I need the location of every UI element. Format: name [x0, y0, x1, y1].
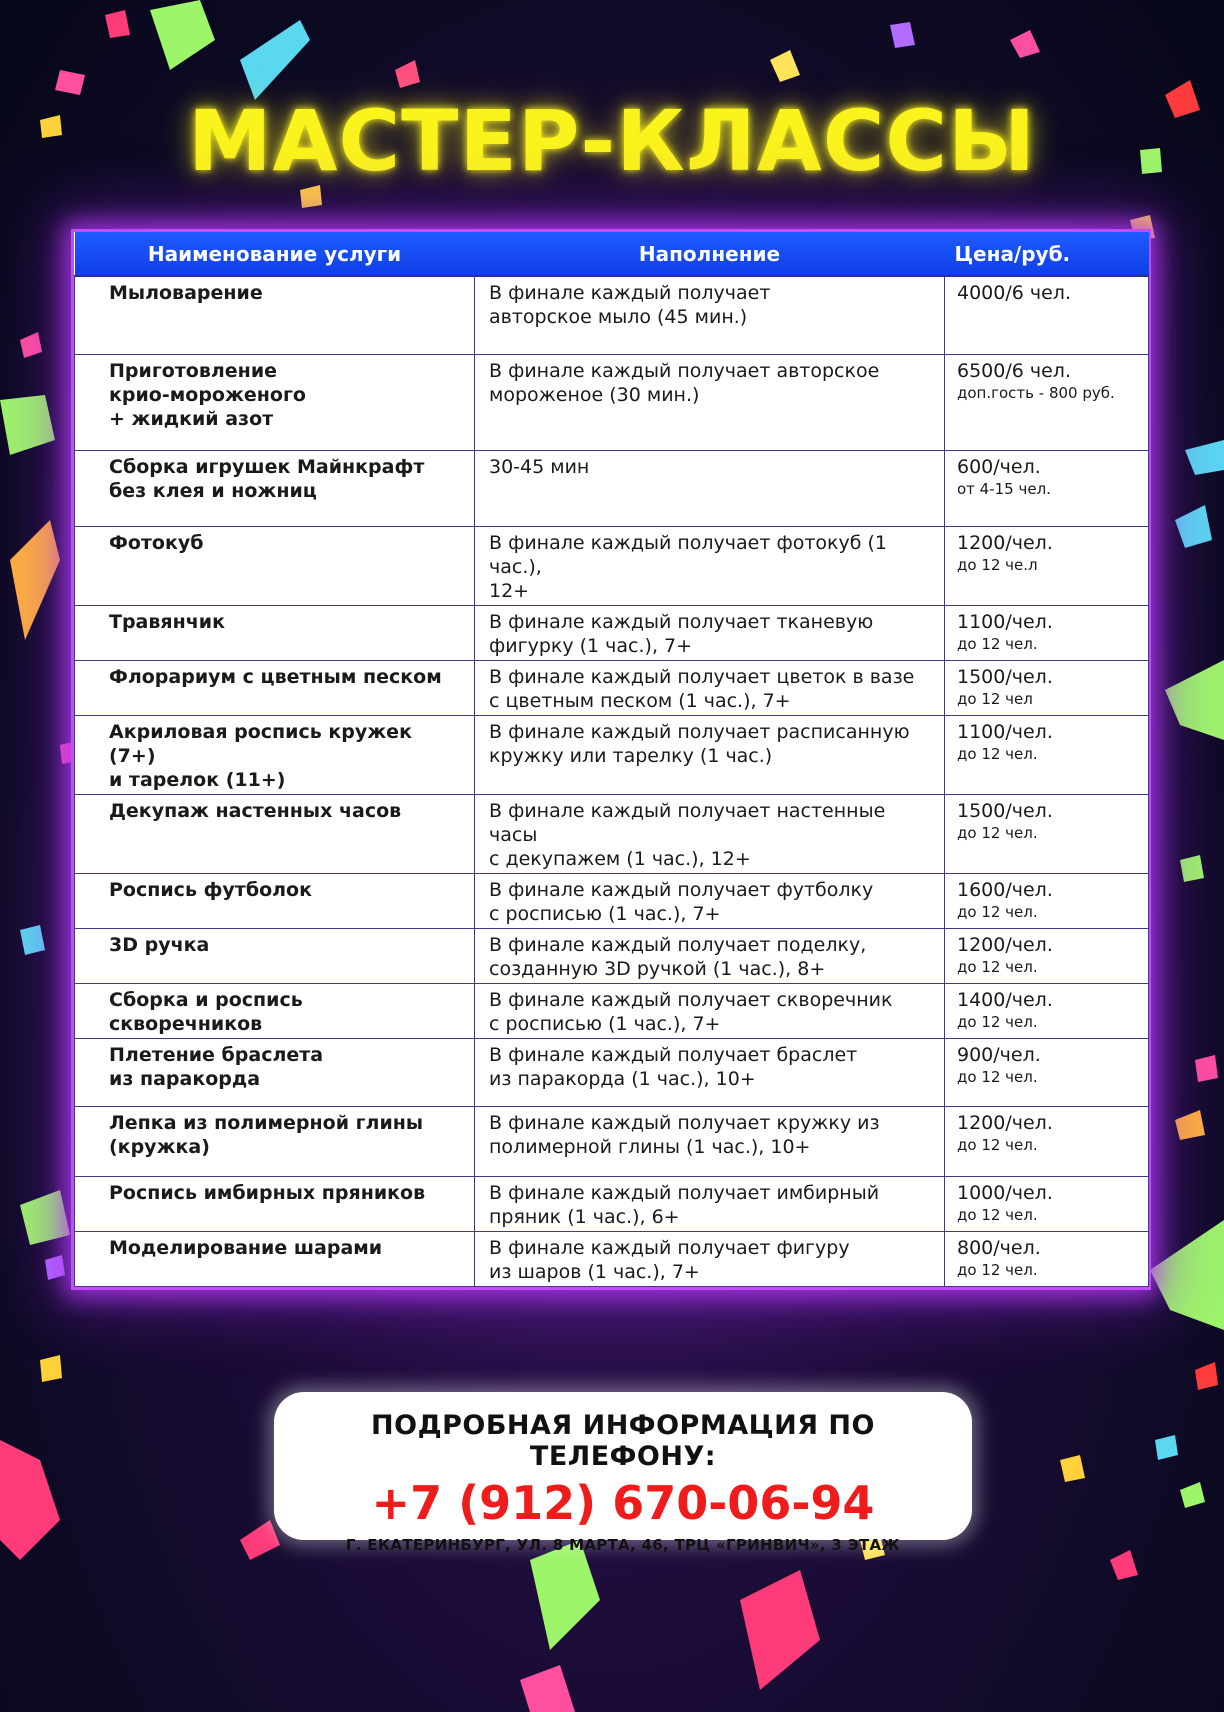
service-price-note: до 12 чел. — [957, 1012, 1038, 1031]
service-name: Фотокуб — [75, 526, 475, 605]
service-price-cell — [945, 928, 1149, 983]
service-price: 1600/чел. — [957, 878, 1053, 901]
service-price: 900/чел. — [957, 1043, 1041, 1066]
service-price-cell — [945, 354, 1149, 450]
service-content: В финале каждый получает скворечник с росписью (1 час.), 7+ — [475, 983, 945, 1038]
service-name: Роспись футболок — [75, 873, 475, 928]
table-row — [75, 354, 1149, 450]
service-content: В финале каждый получает футболку с росписью (1 час.), 7+ — [475, 873, 945, 928]
service-name: Акриловая роспись кружек (7+) и тарелок (11+) — [75, 715, 475, 794]
table-header-row — [75, 232, 1149, 276]
service-price-note: до 12 чел. — [957, 823, 1038, 842]
table-row — [75, 660, 1149, 715]
service-price: 800/чел. — [957, 1236, 1041, 1259]
service-content: В финале каждый получает авторское мороженое (30 мин.) — [475, 354, 945, 450]
service-price-cell — [945, 526, 1149, 605]
service-name: Приготовление крио-мороженого + жидкий азот — [75, 354, 475, 450]
table-row — [75, 1106, 1149, 1176]
table-row — [75, 1038, 1149, 1106]
service-price-note: до 12 чел. — [957, 1067, 1038, 1086]
service-content: В финале каждый получает браслет из паракорда (1 час.), 10+ — [475, 1038, 945, 1106]
service-price: 1200/чел. — [957, 1111, 1053, 1134]
service-price-note: до 12 чел. — [957, 957, 1038, 976]
service-price: 1500/чел. — [957, 799, 1053, 822]
header-content: Наполнение — [475, 232, 945, 276]
service-price: 1200/чел. — [957, 933, 1053, 956]
contact-phone[interactable]: +7 (912) 670-06-94 — [371, 1476, 875, 1530]
service-price-cell — [945, 450, 1149, 526]
service-price: 1200/чел. — [957, 531, 1053, 554]
service-content: В финале каждый получает цветок в вазе с цветным песком (1 час.), 7+ — [475, 660, 945, 715]
table-row — [75, 873, 1149, 928]
table-row — [75, 1231, 1149, 1286]
service-price: 600/чел. — [957, 455, 1041, 478]
service-content: В финале каждый получает имбирный пряник (1 час.), 6+ — [475, 1176, 945, 1231]
service-price-note: доп.гость - 800 руб. — [957, 383, 1115, 402]
service-price: 6500/6 чел. — [957, 359, 1071, 382]
service-price: 1400/чел. — [957, 988, 1053, 1011]
service-price-note: до 12 че.л — [957, 555, 1038, 574]
contact-box — [274, 1392, 972, 1554]
service-price: 1500/чел. — [957, 665, 1053, 688]
contact-label: ПОДРОБНАЯ ИНФОРМАЦИЯ ПО ТЕЛЕФОНУ: — [371, 1410, 875, 1472]
service-price-cell — [945, 794, 1149, 873]
table-row — [75, 928, 1149, 983]
table-row — [75, 276, 1149, 354]
service-content: В финале каждый получает фигуру из шаров (1 час.), 7+ — [475, 1231, 945, 1286]
service-name: Травянчик — [75, 605, 475, 660]
service-price-cell — [945, 1038, 1149, 1106]
service-price-note: от 4-15 чел. — [957, 479, 1051, 498]
service-price: 1000/чел. — [957, 1181, 1053, 1204]
service-price-cell — [945, 276, 1149, 354]
service-content: В финале каждый получает тканевую фигурку (1 час.), 7+ — [475, 605, 945, 660]
services-table — [74, 232, 1148, 1287]
table-row — [75, 715, 1149, 794]
service-name: Декупаж настенных часов — [75, 794, 475, 873]
table-row — [75, 450, 1149, 526]
service-content: В финале каждый получает авторское мыло (45 мин.) — [475, 276, 945, 354]
service-name: Моделирование шарами — [75, 1231, 475, 1286]
service-content: В финале каждый получает настенные часы с декупажем (1 час.), 12+ — [475, 794, 945, 873]
service-price-cell — [945, 605, 1149, 660]
service-price-note: до 12 чел. — [957, 634, 1038, 653]
service-price-cell — [945, 1176, 1149, 1231]
service-content: В финале каждый получает поделку, созданную 3D ручкой (1 час.), 8+ — [475, 928, 945, 983]
table-row — [75, 526, 1149, 605]
service-price: 1100/чел. — [957, 610, 1053, 633]
service-price-cell — [945, 873, 1149, 928]
service-name: Сборка и роспись скворечников — [75, 983, 475, 1038]
table-row — [75, 1176, 1149, 1231]
table-body — [75, 276, 1149, 1286]
service-price-cell — [945, 1231, 1149, 1286]
page-title: МАСТЕР-КЛАССЫ — [187, 92, 1037, 190]
service-name: Лепка из полимерной глины (кружка) — [75, 1106, 475, 1176]
service-content: В финале каждый получает кружку из полимерной глины (1 час.), 10+ — [475, 1106, 945, 1176]
service-content: В финале каждый получает расписанную кружку или тарелку (1 час.) — [475, 715, 945, 794]
service-price-cell — [945, 715, 1149, 794]
header-price: Цена/руб. — [945, 232, 1149, 276]
service-price-note: до 12 чел. — [957, 744, 1038, 763]
service-price-note: до 12 чел. — [957, 1135, 1038, 1154]
service-name: Сборка игрушек Майнкрафт без клея и ножниц — [75, 450, 475, 526]
service-price-cell — [945, 1106, 1149, 1176]
service-price-note: до 12 чел — [957, 689, 1033, 708]
service-content: 30-45 мин — [475, 450, 945, 526]
service-name: Флорариум с цветным песком — [75, 660, 475, 715]
contact-address: Г. ЕКАТЕРИНБУРГ, УЛ. 8 МАРТА, 46, ТРЦ «ГРИНВИЧ», 3 ЭТАЖ — [345, 1536, 901, 1554]
service-name: Мыловарение — [75, 276, 475, 354]
service-price: 4000/6 чел. — [957, 282, 1071, 304]
table-row — [75, 983, 1149, 1038]
service-name: 3D ручка — [75, 928, 475, 983]
table-row — [75, 794, 1149, 873]
service-price-note: до 12 чел. — [957, 1205, 1038, 1224]
service-price-cell — [945, 660, 1149, 715]
table-row — [75, 605, 1149, 660]
service-content: В финале каждый получает фотокуб (1 час.), 12+ — [475, 526, 945, 605]
service-price-note: до 12 чел. — [957, 1260, 1038, 1279]
service-price: 1100/чел. — [957, 720, 1053, 743]
service-name: Роспись имбирных пряников — [75, 1176, 475, 1231]
header-service-name: Наименование услуги — [75, 232, 475, 276]
service-price-cell — [945, 983, 1149, 1038]
service-price-note: до 12 чел. — [957, 902, 1038, 921]
service-name: Плетение браслета из паракорда — [75, 1038, 475, 1106]
